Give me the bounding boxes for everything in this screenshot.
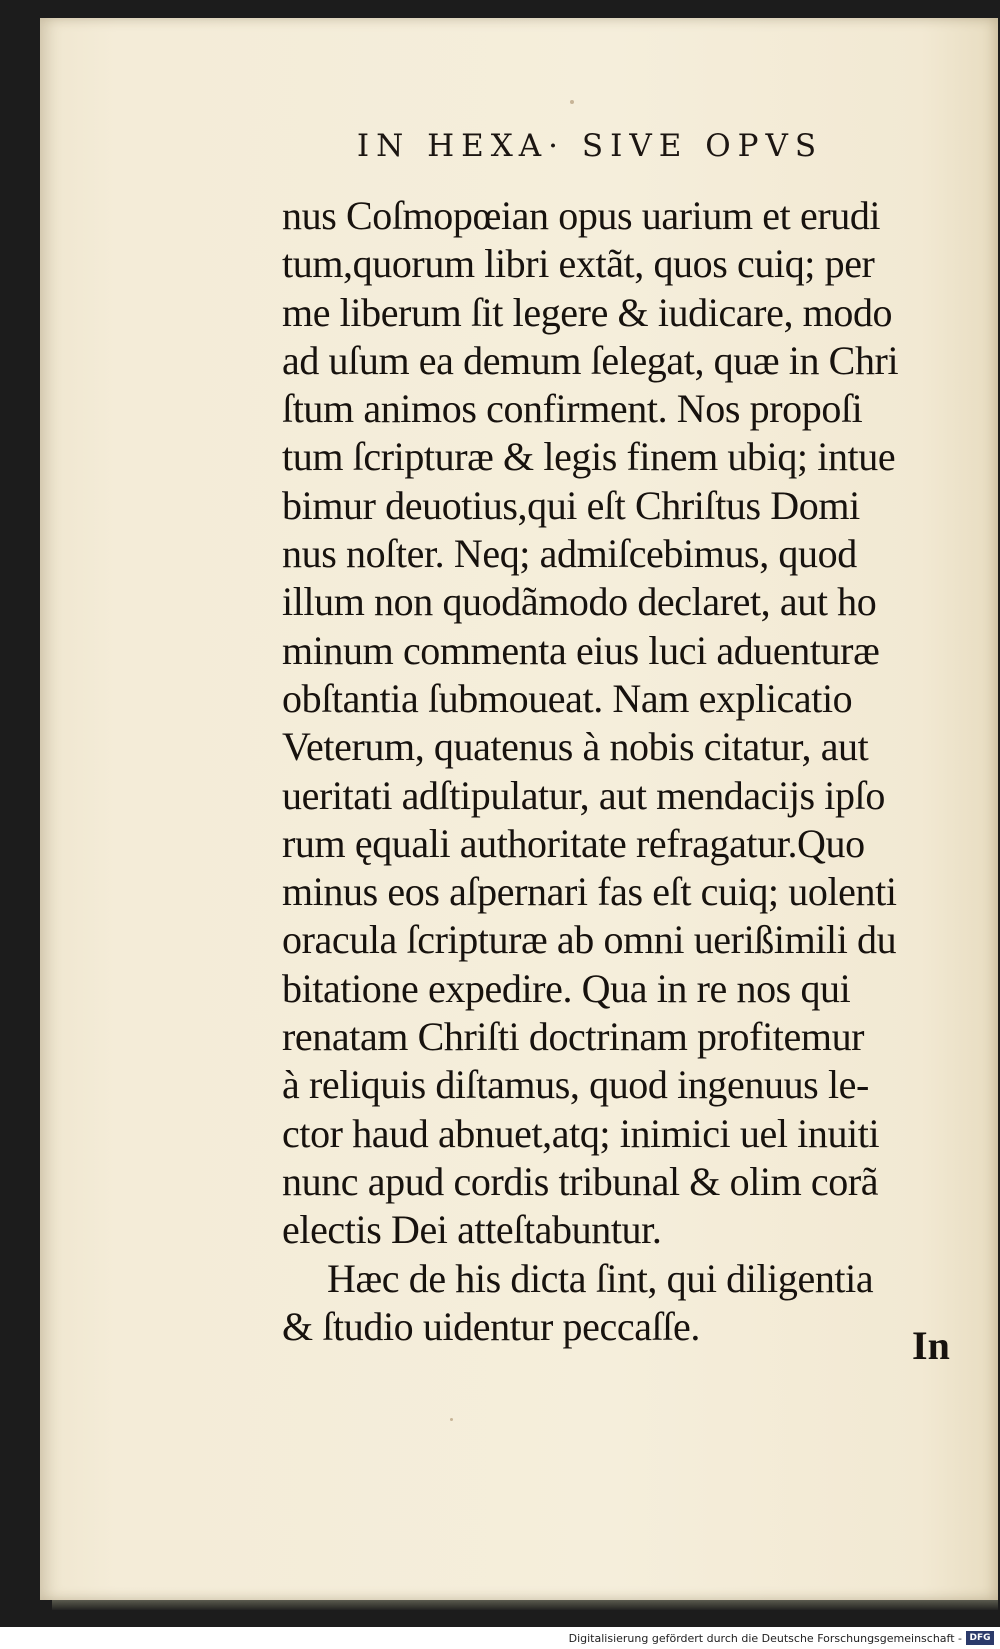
text-line: bitatione expedire. Qua in re nos qui [282, 965, 851, 1011]
text-line: electis Dei atteſtabuntur. [282, 1207, 662, 1253]
text-line: ſtum animos confirment. Nos propoſi [282, 386, 863, 432]
text-line: ad uſum ea demum ſelegat, quæ in Chri [282, 337, 899, 383]
text-line: nus noſter. Neq; admiſcebimus, quod [282, 531, 857, 577]
text-line: minus eos aſpernari fas eſt cuiq; uolenti [282, 869, 897, 915]
dfg-logo: DFG [966, 1631, 994, 1645]
text-line: ctor haud abnuet,atq; inimici uel inuiti [282, 1110, 880, 1156]
text-line: rum ęquali authoritate refragatur.Quo [282, 820, 865, 866]
text-line: me liberum ſit legere & iudicare, modo [282, 289, 893, 335]
text-line: illum non quodãmodo declaret, aut ho [282, 579, 877, 625]
paper-speck [450, 1418, 453, 1421]
catchword: In [912, 1323, 950, 1368]
text-line: tum ſcripturæ & legis finem ubiq; intue [282, 434, 896, 480]
funding-credit: Digitalisierung gefördert durch die Deutsche Forschungsgemeinschaft - [568, 1632, 962, 1645]
text-line: & ſtudio uidentur peccaſſe. [282, 1303, 700, 1349]
page-edge-shadow [52, 1600, 998, 1610]
text-line: obſtantia ſubmoueat. Nam explicatio [282, 675, 853, 721]
text-line: oracula ſcripturæ ab omni uerißimili du [282, 917, 897, 963]
text-line: minum commenta eius luci aduenturæ [282, 627, 880, 673]
paper-speck [570, 100, 574, 104]
text-line: Hæc de his dicta ſint, qui diligentia [327, 1255, 874, 1301]
running-head: IN HEXA· SIVE OPVS [356, 128, 824, 164]
text-line: nunc apud cordis tribunal & olim corã [282, 1158, 879, 1204]
text-line: bimur deuotius,qui eſt Chriſtus Domi [282, 482, 860, 528]
text-line: Veterum, quatenus à nobis citatur, aut [282, 724, 869, 770]
digitization-footer [0, 1627, 1000, 1649]
text-line: à reliquis diſtamus, quod ingenuus le- [282, 1062, 869, 1108]
text-line: tum,quorum libri extãt, quos cuiq; per [282, 241, 875, 287]
text-line: nus Coſmopœian opus uarium et erudi [282, 193, 881, 238]
text-line: renatam Chriſti doctrinam profitemur [282, 1014, 865, 1060]
body-text [282, 192, 942, 1351]
text-line: ueritati adſtipulatur, aut mendacijs ipſo [282, 772, 885, 818]
